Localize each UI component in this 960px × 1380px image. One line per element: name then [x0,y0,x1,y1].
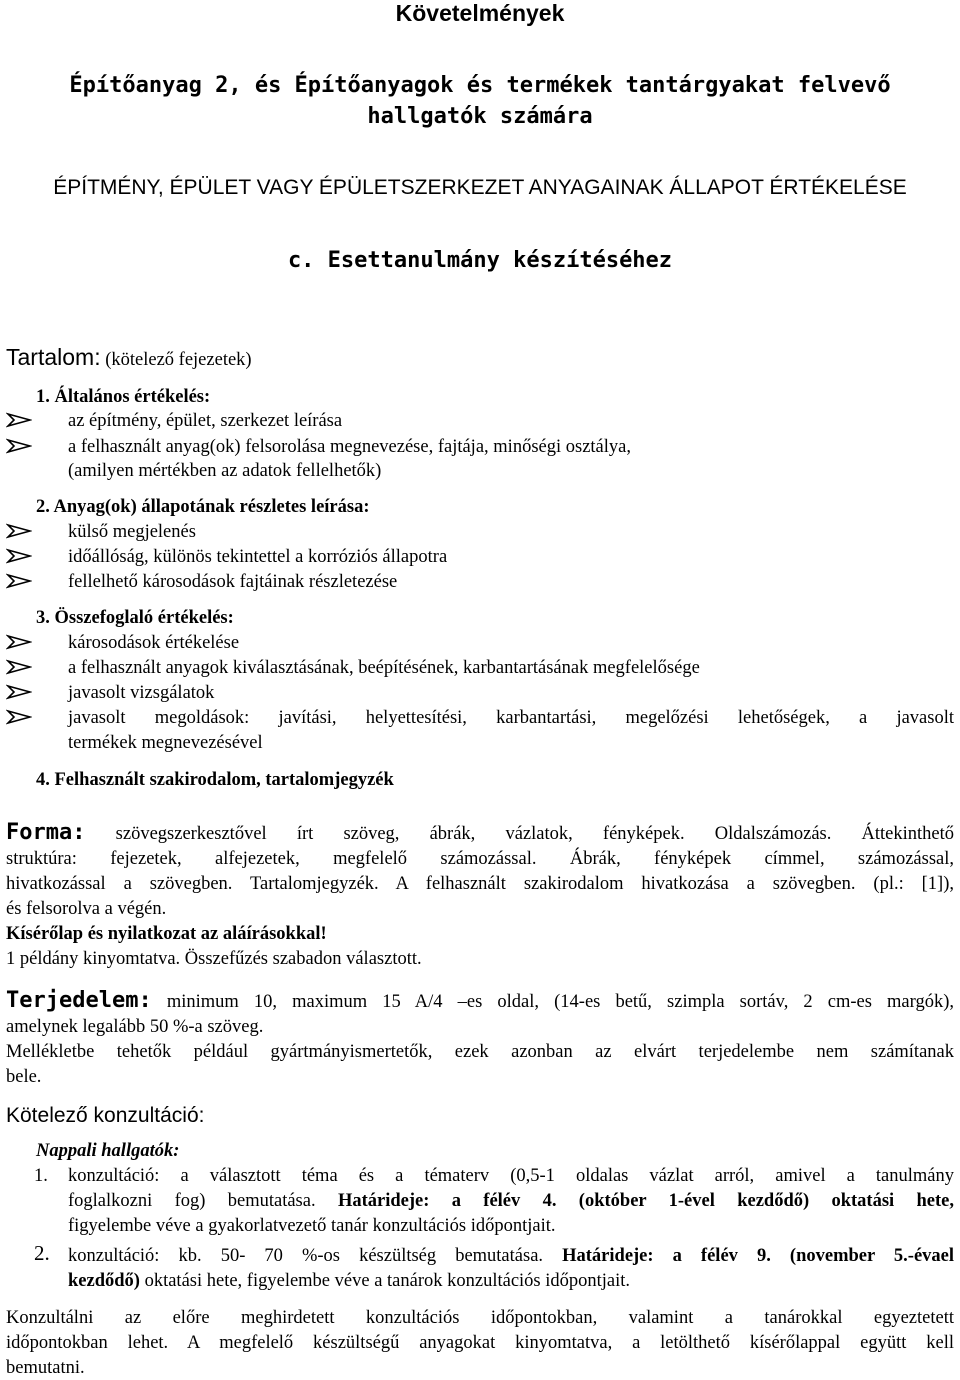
forma-line-1: Forma: szövegszerkesztővel írt szöveg, ábrák, vázlatok, fényképek. Oldalszámozás. Áttekinthető [6,820,955,845]
terjedelem-label: Terjedelem: [6,988,152,1013]
forma-line-5: 1 példány kinyomtatva. Összefűzés szabadon választott. [6,949,422,969]
section-3-item: a felhasznált anyagok kiválasztásának, beépítésének, karbantartásának megfelelősége [6,658,700,679]
arrow-bullet-icon [6,684,32,700]
forma-bold-line: Kísérőlap és nyilatkozat az aláírásokkal! [6,924,327,944]
section-2-title: 2. Anyag(ok) állapotának részletes leírása: [36,497,370,517]
closing-line-1: Konzultálni az előre meghirdetett konzultációs időpontokban, valamint a tanárokkal egyeztetett [6,1308,954,1328]
section-2-item: fellelhető károsodások fajtáinak részletezése [6,572,397,593]
arrow-bullet-icon [6,548,32,564]
contents-line [6,344,252,371]
section-4-title: 4. Felhasznált szakirodalom, tartalomjegyzék [36,770,394,790]
forma-label: Forma: [6,820,86,845]
contents-note: (kötelező fejezetek) [105,350,252,370]
forma-line-2: struktúra: fejezetek, alfejezetek, megfelelő számozással. Ábrák, fényképek címmel, számozással, [6,849,954,869]
arrow-bullet-icon [6,634,32,650]
heading-caps: ÉPÍTMÉNY, ÉPÜLET VAGY ÉPÜLETSZERKEZET ANYAGAINAK ÁLLAPOT ÉRTÉKELÉSE [53,176,907,199]
section-2-item: időállóság, különös tekintettel a korróziós állapotra [6,547,447,568]
terjedelem-line-2: amelynek legalább 50 %-a szöveg. [6,1017,264,1037]
subtitle-line-2: hallgatók számára [367,104,593,129]
arrow-bullet-icon [6,573,32,589]
item-1-number: 1. [34,1166,48,1186]
section-1-item-continuation: (amilyen mértékben az adatok fellelhetők) [68,461,382,481]
terjedelem-line-3: Mellékletbe tehetők például gyártmányismertetők, ezek azonban az elvárt terjedelembe nem számítanak [6,1042,954,1062]
section-3-item: károsodások értékelése [6,633,239,654]
closing-line-3: bemutatni. [6,1358,85,1378]
closing-line-2: időpontokban lehet. A megfelelő készültségű anyagokat kinyomtatva, a letölthető kísérőlappal együtt kell [6,1333,954,1353]
section-3-title: 3. Összefoglaló értékelés: [36,608,234,628]
nappali-heading: Nappali hallgatók: [36,1141,180,1161]
heading-case-study: c. Esettanulmány készítéséhez [287,248,673,273]
section-1-item: az építmény, épület, szerkezet leírása [6,411,342,432]
forma-line-4: és felsorolva a végén. [6,899,167,919]
arrow-bullet-icon [6,438,32,454]
item-1-line-2: foglalkozni fog) bemutatása. Határideje: a félév 4. (október 1-ével kezdődő) oktatási hete, [68,1191,955,1211]
item-2-line-1: konzultáció: kb. 50- 70 %-os készültség bemutatása. Határideje: a félév 9. (november 5.-évael [68,1246,955,1266]
item-1-line-1: konzultáció: a választott téma és a tématerv (0,5-1 oldalas vázlat arról, amivel a tanulmány [68,1166,954,1186]
konzultacio-heading: Kötelező konzultáció: [6,1104,205,1127]
arrow-bullet-icon [6,523,32,539]
item-2-number: 2. [34,1241,50,1265]
subtitle-line-1: Építőanyag 2, és Építőanyagok és termékek tantárgyakat felvevő [69,73,891,98]
item-2-line-2: kezdődő) oktatási hete, figyelembe véve a tanárok konzultációs időpontjait. [68,1271,631,1291]
section-1-title: 1. Általános értékelés: [36,387,211,407]
item-1-line-3: figyelembe véve a gyakorlatvezető tanár konzultációs időpontjait. [68,1216,556,1236]
arrow-bullet-icon [6,412,32,428]
section-3-item: javasolt vizsgálatok [6,683,214,704]
section-3-item-continuation: termékek megnevezésével [68,733,263,753]
section-2-item: külső megjelenés [6,522,196,543]
section-1-item: a felhasznált anyag(ok) felsorolása megnevezése, fajtája, minőségi osztálya, [6,437,631,458]
section-3-item: javasolt megoldások: javítási, helyettesítési, karbantartási, megelőzési lehetőségek, a javasolt [6,708,954,729]
contents-label: Tartalom: [6,344,101,370]
page-title: Követelmények [395,0,565,26]
terjedelem-line-4: bele. [6,1067,42,1087]
arrow-bullet-icon [6,659,32,675]
terjedelem-line-1: Terjedelem: minimum 10, maximum 15 A/4 –es oldal, (14-es betű, szimpla sortáv, 2 cm-es margók), [6,988,955,1013]
arrow-bullet-icon [6,709,32,725]
forma-line-3: hivatkozással a szövegben. Tartalomjegyzék. A felhasznált szakirodalom hivatkozása a szövegben. (pl.: [1]), [6,874,954,894]
